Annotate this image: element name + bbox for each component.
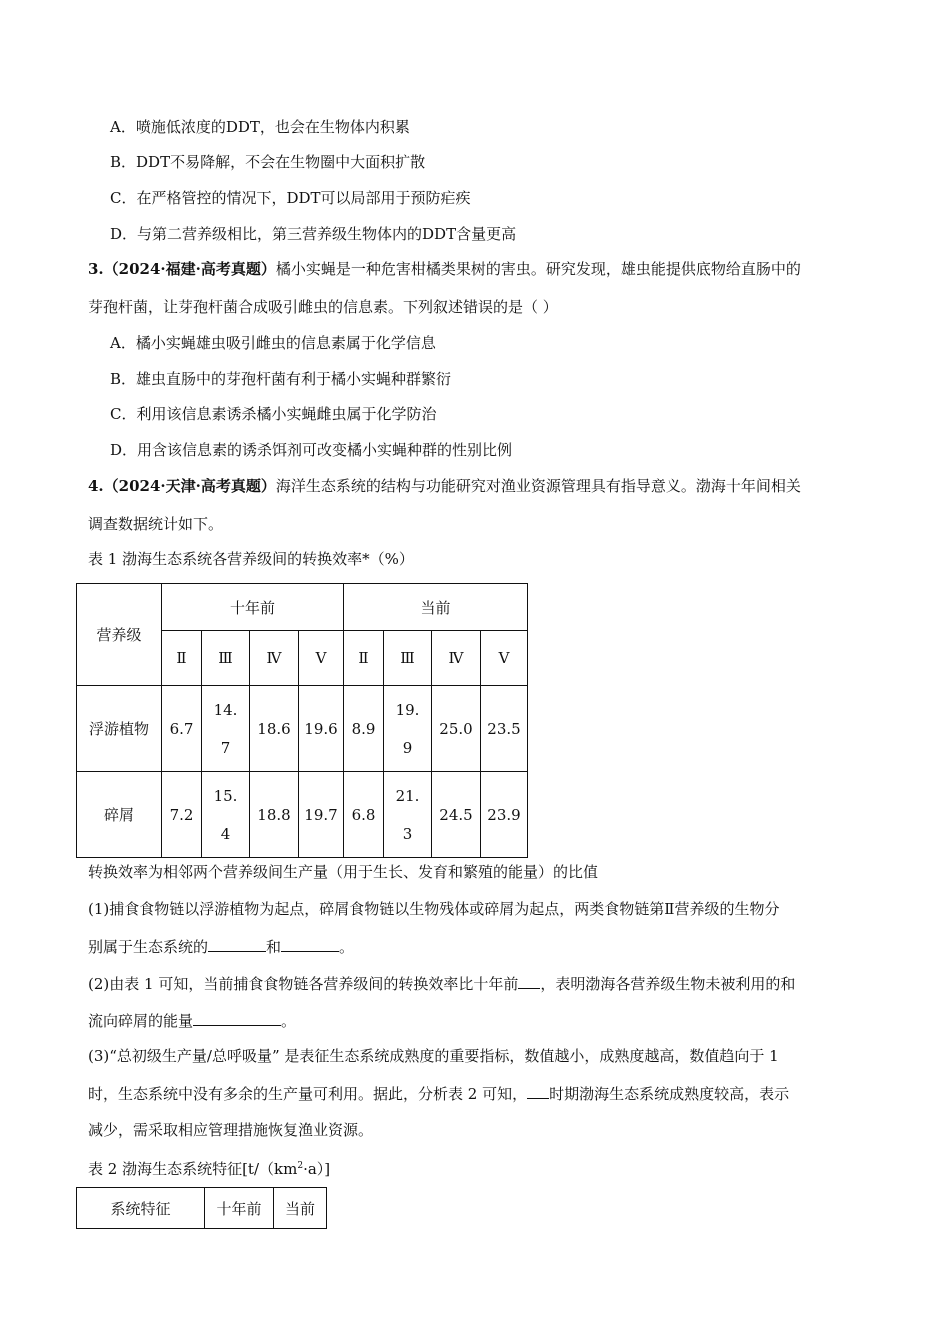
table2 — [76, 1187, 327, 1229]
table1-cell-text: 19.9 — [395, 700, 420, 757]
q3-stem-line2: 芽孢杆菌，让芽孢杆菌合成吸引雌虫的信息素。下列叙述错误的是（ ） — [88, 298, 558, 316]
table1-level: Ⅲ — [202, 631, 250, 686]
table1-row-label: 碎屑 — [77, 772, 162, 858]
sub2-line2 — [88, 1010, 296, 1031]
sub1-text-a: 别属于生态系统的 — [88, 938, 209, 956]
q3-option-c: C．利用该信息素诱杀橘小实蝇雌虫属于化学防治 — [110, 405, 437, 423]
table-row — [77, 686, 528, 772]
table1-caption: 表 1 渤海生态系统各营养级间的转换效率*（%） — [88, 550, 414, 568]
q3-stem-line1 — [88, 259, 801, 279]
sub1-text-b: 和 — [266, 938, 282, 956]
sub3-text-b: 时期渤海生态系统成熟度较高，表示 — [549, 1085, 790, 1103]
table1-cell: 6.7 — [162, 686, 202, 772]
table2-header: 当前 — [274, 1188, 327, 1229]
table1-level: Ⅴ — [299, 631, 344, 686]
q3-option-d: D．用含该信息素的诱杀饵剂可改变橘小实蝇种群的性别比例 — [110, 441, 513, 459]
sub2-text-c: 流向碎屑的能量 — [88, 1012, 194, 1030]
table2-caption-sup: 2 — [297, 1161, 304, 1171]
table1-cell-text: 14.7 — [213, 700, 238, 757]
table1-row-label: 浮游植物 — [77, 686, 162, 772]
table1-group-now: 当前 — [344, 584, 528, 631]
table-row — [77, 772, 528, 858]
table1 — [76, 583, 528, 858]
table1-cell: 19.7 — [299, 772, 344, 858]
table1-cell: 24.5 — [432, 772, 481, 858]
table1-cell: 18.8 — [250, 772, 299, 858]
table1-cell: 23.5 — [481, 686, 528, 772]
sub2-text-a: (2)由表 1 可知，当前捕食食物链各营养级间的转换效率比十年前 — [88, 975, 519, 993]
table1-cell: 7.2 — [162, 772, 202, 858]
sub3-text-a: 时，生态系统中没有多余的生产量可利用。据此，分析表 2 可知， — [88, 1085, 528, 1103]
q2-option-c: C．在严格管控的情况下，DDT可以局部用于预防疟疾 — [110, 189, 471, 207]
sub3-line1: (3)“总初级生产量/总呼吸量” 是表征生态系统成熟度的重要指标，数值越小，成熟度越高，数值趋向于 1 — [88, 1047, 779, 1065]
table1-cell: 8.9 — [344, 686, 384, 772]
table1-level: Ⅳ — [432, 631, 481, 686]
table1-level: Ⅳ — [250, 631, 299, 686]
q3-option-b: B．雄虫直肠中的芽孢杆菌有利于橘小实蝇种群繁衍 — [110, 370, 452, 388]
answer-blank[interactable] — [281, 936, 339, 952]
sub3-line3: 减少，需采取相应管理措施恢复渔业资源。 — [88, 1121, 374, 1139]
sub2-line1 — [88, 973, 795, 994]
table1-level: Ⅴ — [481, 631, 528, 686]
q4-stem-text: 海洋生态系统的结构与功能研究对渔业资源管理具有指导意义。渤海十年间相关 — [275, 477, 801, 495]
q3-source: （2024·福建·高考真题） — [103, 260, 276, 278]
sub1-line2 — [88, 936, 354, 957]
answer-blank[interactable] — [527, 1083, 549, 1099]
table1-cell-text: 21.3 — [395, 786, 420, 843]
q4-stem-line2: 调查数据统计如下。 — [88, 515, 224, 533]
table1-group-before: 十年前 — [162, 584, 344, 631]
table1-cell: 6.8 — [344, 772, 384, 858]
table1-cell — [384, 772, 432, 858]
q3-stem-text: 橘小实蝇是一种危害柑橘类果树的害虫。研究发现，雄虫能提供底物给直肠中的 — [275, 260, 801, 278]
table1-cell: 19.6 — [299, 686, 344, 772]
q4-stem-line1 — [88, 476, 801, 496]
answer-blank[interactable] — [518, 973, 540, 989]
table1-cell — [384, 686, 432, 772]
sub3-line2 — [88, 1083, 789, 1104]
q3-option-a: A．橘小实蝇雄虫吸引雌虫的信息素属于化学信息 — [110, 334, 436, 352]
table1-cell — [202, 686, 250, 772]
table2-caption-a: 表 2 渤海生态系统特征[t/（km — [88, 1160, 298, 1178]
q2-option-d: D．与第二营养级相比，第三营养级生物体内的DDT含量更高 — [110, 225, 517, 243]
q2-option-b: B．DDT不易降解，不会在生物圈中大面积扩散 — [110, 153, 426, 171]
answer-blank[interactable] — [193, 1010, 281, 1026]
answer-blank[interactable] — [208, 936, 266, 952]
table2-caption — [88, 1156, 330, 1179]
table2-header: 十年前 — [205, 1188, 274, 1229]
table1-cell: 23.9 — [481, 772, 528, 858]
q2-option-a: A．喷施低浓度的DDT，也会在生物体内积累 — [110, 118, 410, 136]
sub2-text-d: 。 — [281, 1012, 297, 1030]
table1-cell: 25.0 — [432, 686, 481, 772]
q4-source: （2024·天津·高考真题） — [103, 477, 276, 495]
table1-cell — [202, 772, 250, 858]
table2-header: 系统特征 — [77, 1188, 205, 1229]
sub2-text-b: ，表明渤海各营养级生物未被利用的和 — [540, 975, 796, 993]
table1-cell-text: 15.4 — [213, 786, 238, 843]
table1-note: 转换效率为相邻两个营养级间生产量（用于生长、发育和繁殖的能量）的比值 — [88, 863, 599, 881]
q3-number: 3. — [88, 260, 104, 278]
table1-level: Ⅱ — [162, 631, 202, 686]
table-row — [77, 1188, 327, 1229]
table1-level: Ⅱ — [344, 631, 384, 686]
table2-caption-b: ·a）] — [303, 1160, 331, 1178]
table1-corner: 营养级 — [77, 584, 162, 686]
sub1-line1: (1)捕食食物链以浮游植物为起点，碎屑食物链以生物残体或碎屑为起点，两类食物链第Ⅱ营养级的生物分 — [88, 900, 780, 918]
table1-level: Ⅲ — [384, 631, 432, 686]
q4-number: 4. — [88, 477, 104, 495]
sub1-text-c: 。 — [339, 938, 355, 956]
table1-cell: 18.6 — [250, 686, 299, 772]
